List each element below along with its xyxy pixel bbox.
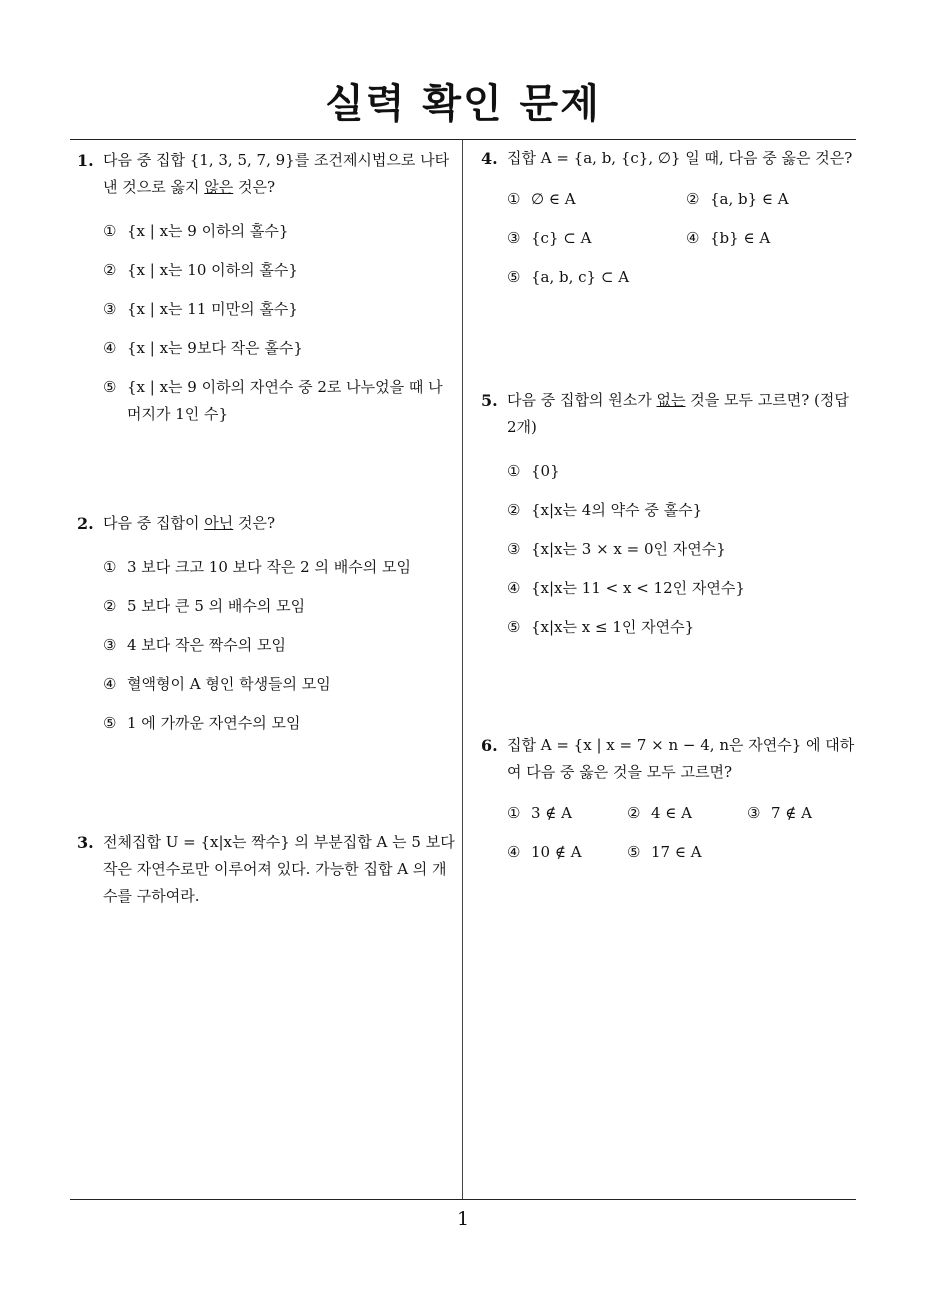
option-5[interactable] <box>103 374 457 428</box>
option-text: {x | x는 9 이하의 홀수} <box>127 222 289 240</box>
option-text: {x | x는 9보다 작은 홀수} <box>127 339 303 357</box>
option-text: 4 보다 작은 짝수의 모임 <box>127 636 287 654</box>
option-3[interactable] <box>103 632 457 671</box>
option-marker: ⑤ <box>103 714 117 732</box>
question-5 <box>481 387 861 653</box>
option-text: {b} ∈ A <box>710 229 771 247</box>
option-marker: ④ <box>686 229 700 247</box>
column-divider <box>462 140 463 1199</box>
question-number: 6. <box>481 736 498 755</box>
option-marker: ④ <box>103 339 117 357</box>
option-grid <box>507 186 861 303</box>
option-text: {x|x는 3 × x = 0인 자연수} <box>531 540 726 558</box>
stem-text: 것을 모두 고르면? (정답 2개) <box>507 391 849 436</box>
question-number: 3. <box>77 833 94 852</box>
option-text: 5 보다 큰 5 의 배수의 모임 <box>127 597 306 615</box>
stem-text: 다음 중 집합 {1, 3, 5, 7, 9}를 조건제시법으로 나타낸 것으로 옳지 <box>103 151 450 196</box>
option-3[interactable] <box>507 225 686 264</box>
option-list <box>507 458 861 653</box>
question-number: 5. <box>481 391 498 410</box>
question-2 <box>77 510 457 749</box>
option-marker: ③ <box>747 804 761 822</box>
option-3[interactable] <box>103 296 457 335</box>
option-text: {a, b} ∈ A <box>710 190 789 208</box>
footer-rule <box>70 1199 856 1200</box>
option-marker: ④ <box>507 843 521 861</box>
option-1[interactable] <box>507 458 861 497</box>
question-number: 4. <box>481 149 498 168</box>
stem-text: 다음 중 집합이 <box>103 514 205 532</box>
option-4[interactable] <box>103 671 457 710</box>
option-marker: ④ <box>103 675 117 693</box>
stem-underline: 없는 <box>656 391 686 409</box>
question-stem: 집합 A = {x | x = 7 × n − 4, n은 자연수} 에 대하여 다음 중 옳은 것을 모두 고르면? <box>507 736 855 781</box>
option-text: {x|x는 x ≤ 1인 자연수} <box>531 618 695 636</box>
question-stem: 집합 A = {a, b, {c}, ∅} 일 때, 다음 중 옳은 것은? <box>507 149 853 167</box>
page-title: 실력 확인 문제 <box>325 81 601 127</box>
option-4[interactable] <box>507 575 861 614</box>
option-text: 3 보다 크고 10 보다 작은 2 의 배수의 모임 <box>127 558 411 576</box>
question-6 <box>481 732 861 878</box>
option-marker: ⑤ <box>103 378 117 396</box>
option-marker: ① <box>507 190 521 208</box>
option-list <box>103 554 457 749</box>
option-text: 혈액형이 A 형인 학생들의 모임 <box>127 675 331 693</box>
question-number: 1. <box>77 151 94 170</box>
option-4[interactable] <box>507 839 627 878</box>
option-text: {x | x는 9 이하의 자연수 중 2로 나누었을 때 나머지가 1인 수} <box>127 378 443 423</box>
option-text: ∅ ∈ A <box>531 190 576 208</box>
option-5[interactable] <box>507 614 861 653</box>
option-2[interactable] <box>686 186 789 225</box>
option-text: 3 ∉ A <box>531 804 573 822</box>
option-5[interactable] <box>627 839 702 878</box>
stem-text: 것은? <box>233 178 276 196</box>
stem-underline: 않은 <box>204 178 234 196</box>
option-5[interactable] <box>103 710 457 749</box>
option-grid <box>507 800 861 878</box>
option-text: 1 에 가까운 자연수의 모임 <box>127 714 301 732</box>
option-3[interactable] <box>507 536 861 575</box>
stem-text: 다음 중 집합의 원소가 <box>507 391 657 409</box>
stem-text: 것은? <box>233 514 276 532</box>
option-1[interactable] <box>103 218 457 257</box>
option-marker: ② <box>103 261 117 279</box>
option-text: {a, b, c} ⊂ A <box>531 268 630 286</box>
stem-underline: 아닌 <box>204 514 234 532</box>
option-marker: ② <box>627 804 641 822</box>
option-marker: ① <box>103 558 117 576</box>
option-5[interactable] <box>507 264 629 303</box>
option-marker: ③ <box>103 636 117 654</box>
option-marker: ⑤ <box>627 843 641 861</box>
option-text: {0} <box>531 462 560 480</box>
option-1[interactable] <box>507 186 686 225</box>
page-number: 1 <box>456 1208 470 1230</box>
question-1 <box>77 147 457 428</box>
option-text: {x | x는 11 미만의 홀수} <box>127 300 298 318</box>
option-marker: ② <box>507 501 521 519</box>
option-1[interactable] <box>507 800 627 839</box>
option-text: 17 ∈ A <box>651 843 702 861</box>
question-number: 2. <box>77 514 94 533</box>
question-stem: 전체집합 U = {x|x는 짝수} 의 부분집합 A 는 5 보다 작은 자연수로만 이루어져 있다. 가능한 집합 A 의 개수를 구하여라. <box>103 833 455 905</box>
option-marker: ② <box>103 597 117 615</box>
option-marker: ① <box>507 804 521 822</box>
option-marker: ① <box>507 462 521 480</box>
option-marker: ② <box>686 190 700 208</box>
option-marker: ⑤ <box>507 268 521 286</box>
option-marker: ③ <box>103 300 117 318</box>
option-marker: ① <box>103 222 117 240</box>
option-text: {x | x는 10 이하의 홀수} <box>127 261 298 279</box>
question-stem <box>103 510 457 537</box>
header-rule <box>70 139 856 140</box>
option-text: 4 ∈ A <box>651 804 693 822</box>
option-4[interactable] <box>686 225 770 264</box>
option-list <box>103 218 457 428</box>
option-marker: ④ <box>507 579 521 597</box>
option-2[interactable] <box>103 593 457 632</box>
option-2[interactable] <box>103 257 457 296</box>
question-4 <box>481 145 861 303</box>
question-3 <box>77 829 457 910</box>
question-stem <box>103 147 457 201</box>
option-text: {c} ⊂ A <box>531 229 592 247</box>
option-4[interactable] <box>103 335 457 374</box>
option-marker: ⑤ <box>507 618 521 636</box>
option-marker: ③ <box>507 540 521 558</box>
option-2[interactable] <box>627 800 747 839</box>
option-marker: ③ <box>507 229 521 247</box>
option-text: 10 ∉ A <box>531 843 582 861</box>
option-text: {x|x는 4의 약수 중 홀수} <box>531 501 703 519</box>
option-text: 7 ∉ A <box>771 804 813 822</box>
option-1[interactable] <box>103 554 457 593</box>
question-stem <box>507 387 861 441</box>
option-2[interactable] <box>507 497 861 536</box>
option-text: {x|x는 11 < x < 12인 자연수} <box>531 579 745 597</box>
option-3[interactable] <box>747 800 812 839</box>
